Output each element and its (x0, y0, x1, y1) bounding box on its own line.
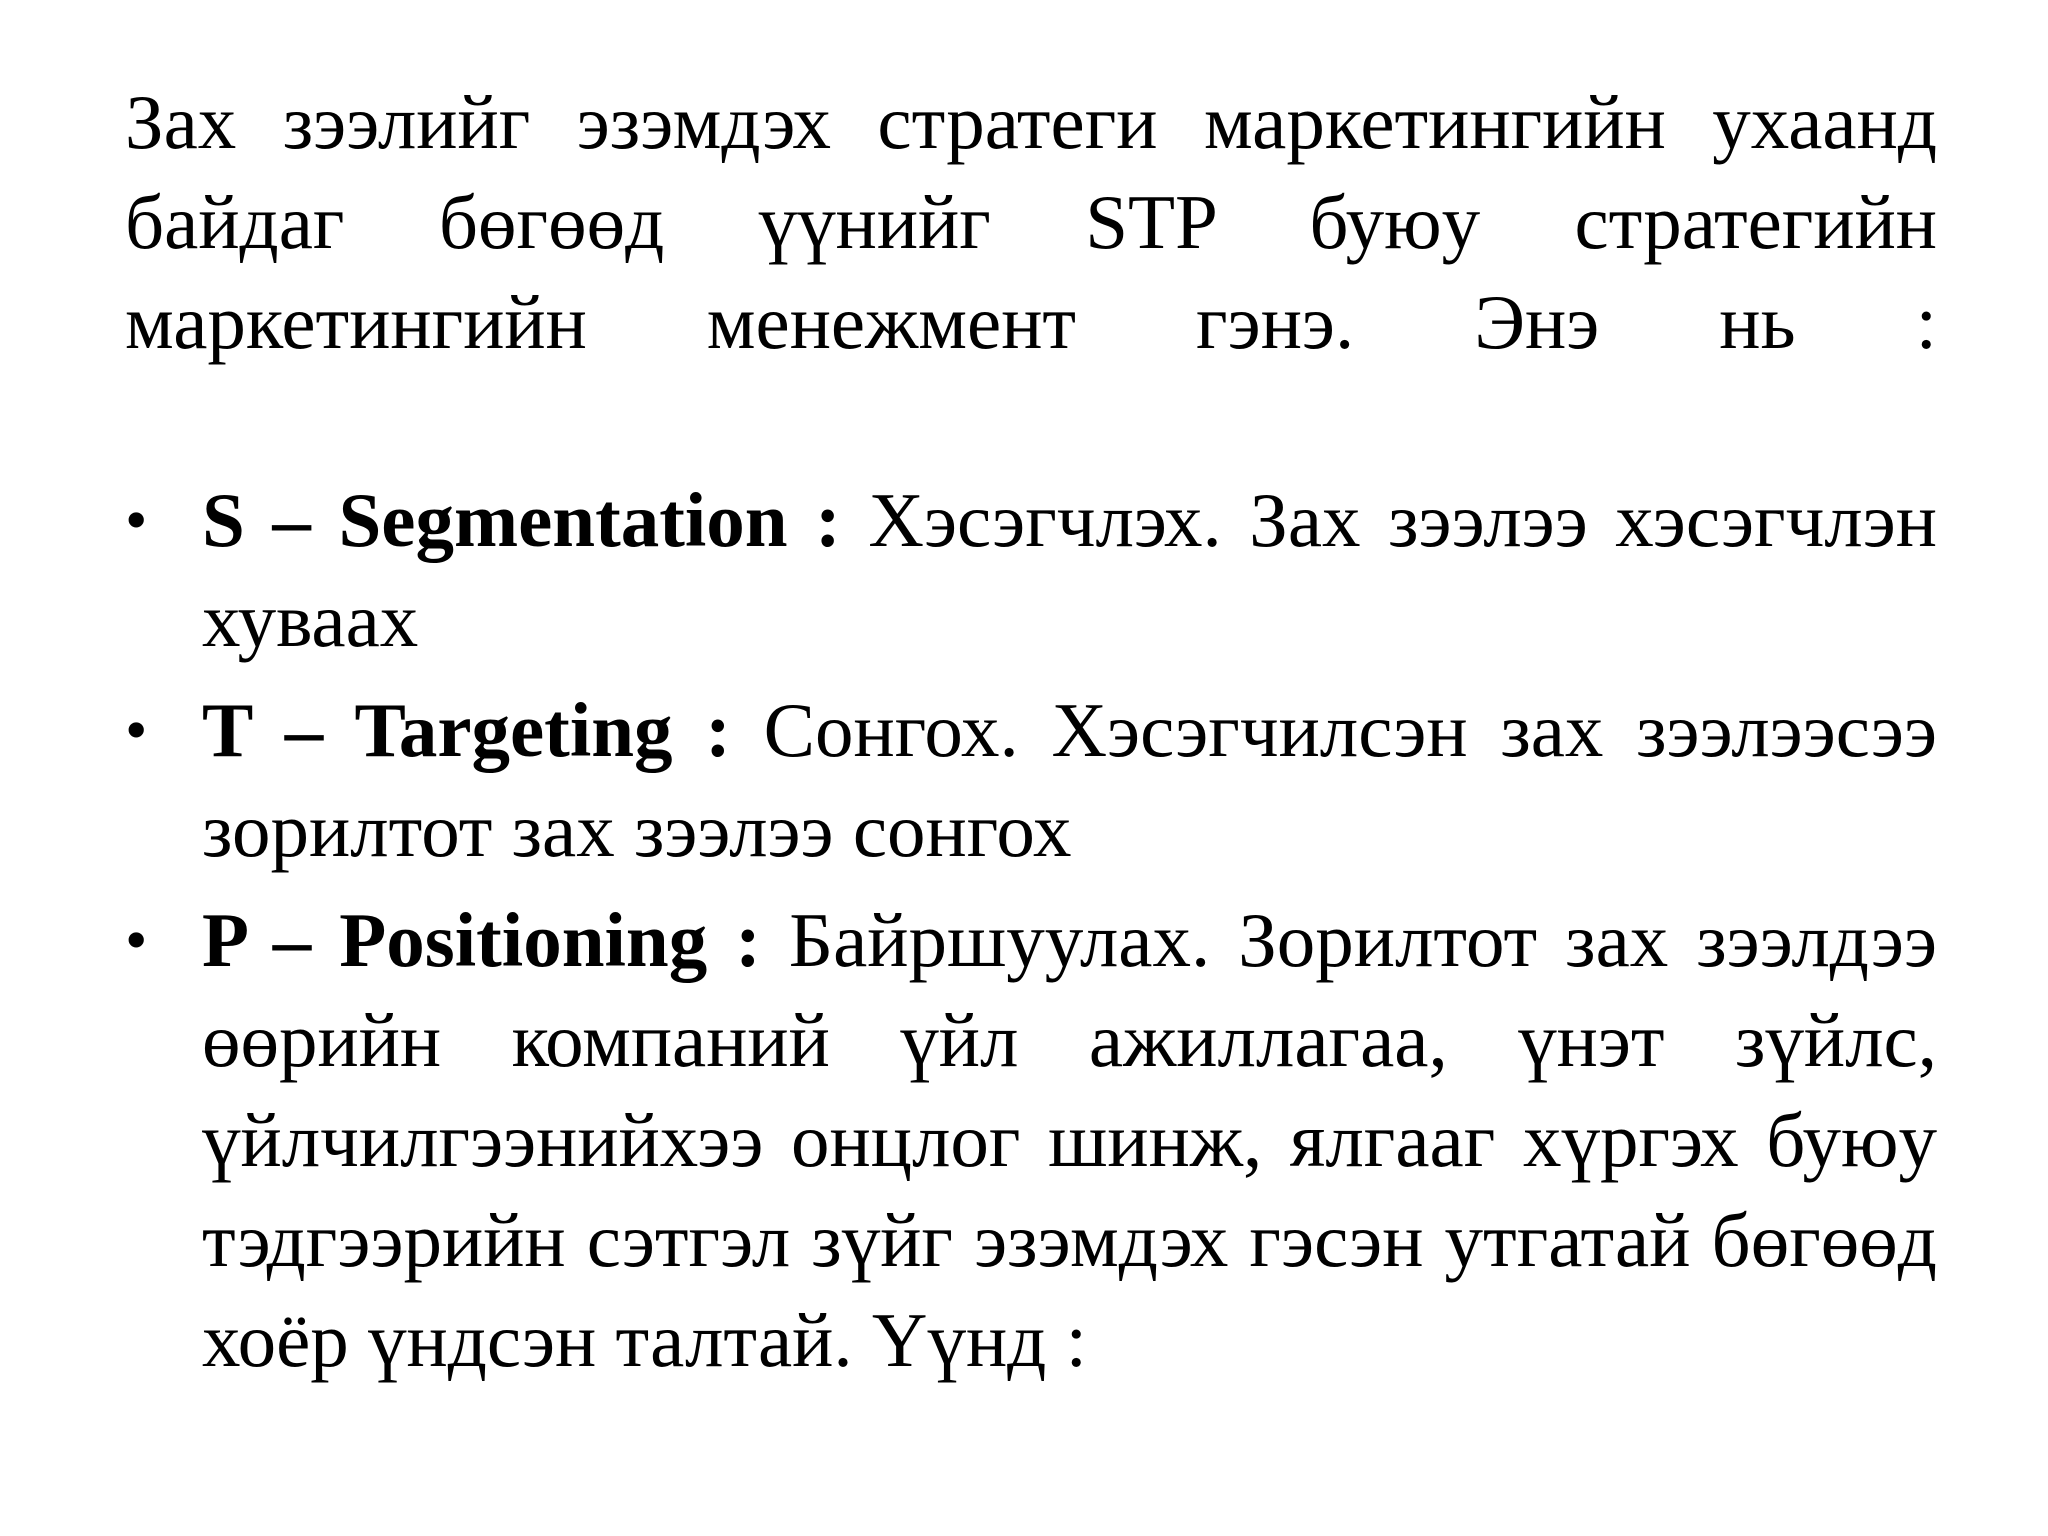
stp-bullet-list (125, 470, 1937, 1400)
bullet-segmentation (125, 470, 1937, 670)
bullet-desc-positioning: Байршуулах. Зорилтот зах зээлдээ өөрийн компаний үйл ажиллагаа, үнэт зүйлс, үйлчилгээнийхээ онцлог шинж, ялгааг хүргэх буюу тэдгээрийн сэтгэл зүйг эзэмдэх гэсэн утгатай бөгөөд хоёр үндсэн талтай. Үүнд : (202, 897, 1937, 1383)
bullet-positioning (125, 890, 1937, 1390)
bullet-term-targeting: T – Targeting : (202, 687, 764, 773)
bullet-marker: • (125, 904, 148, 975)
bullet-term-positioning: P – Positioning : (202, 897, 789, 983)
bullet-term-segmentation: S – Segmentation : (202, 477, 869, 563)
bullet-marker: • (125, 484, 148, 555)
bullet-desc-targeting: Сонгох. Хэсэгчилсэн зах зээлээсээ зорилтот зах зээлээ сонгох (202, 687, 1937, 873)
slide-content (125, 72, 1937, 1383)
bullet-marker: • (125, 694, 148, 765)
intro-paragraph: Зах зээлийг эзэмдэх стратеги маркетингийн ухаанд байдаг бөгөөд үүнийг STP буюу стратегийн маркетингийн менежмент гэнэ. Энэ нь : (125, 79, 1937, 365)
bullet-targeting (125, 680, 1937, 880)
bullet-desc-segmentation: Хэсэгчлэх. Зах зээлээ хэсэгчлэн хуваах (202, 477, 1937, 663)
